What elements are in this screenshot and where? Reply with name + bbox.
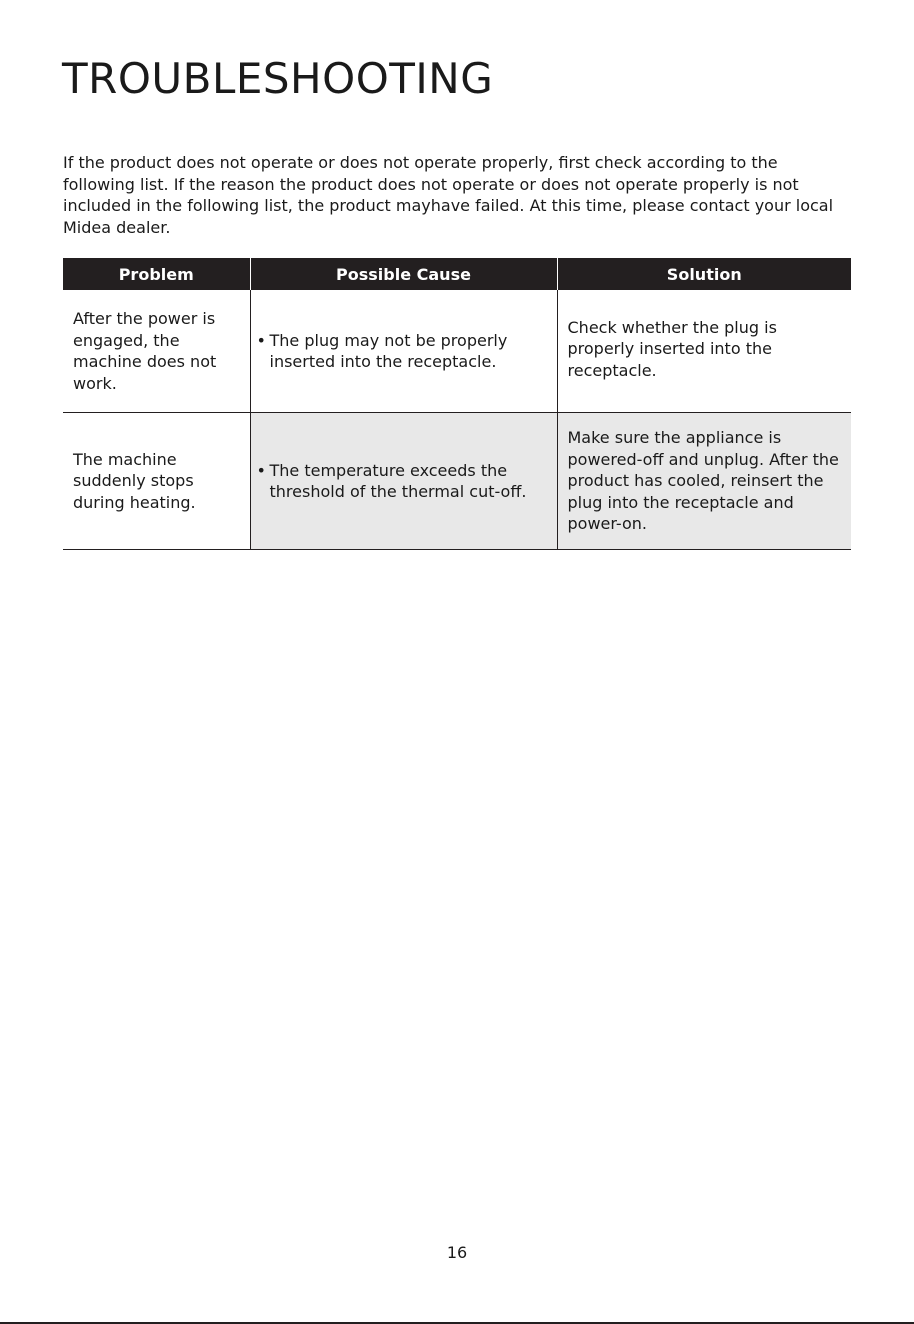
page-title: TROUBLESHOOTING	[62, 54, 494, 103]
table-row	[63, 290, 851, 413]
cause-bullet-item	[257, 330, 549, 373]
troubleshooting-table	[63, 258, 851, 550]
header-possible-cause: Possible Cause	[250, 258, 557, 290]
cause-text: The temperature exceeds the threshold of the thermal cut-off.	[269, 460, 527, 501]
solution-cell: Check whether the plug is properly inserted into the receptacle.	[557, 290, 851, 413]
header-problem: Problem	[63, 258, 250, 290]
problem-cell: The machine suddenly stops during heating.	[63, 413, 250, 550]
header-row	[63, 258, 851, 290]
page-number: 16	[446, 1243, 468, 1262]
table-header	[63, 258, 851, 290]
table-body	[63, 290, 851, 550]
header-solution: Solution	[557, 258, 851, 290]
problem-cell: After the power is engaged, the machine does not work.	[63, 290, 250, 413]
cause-cell	[250, 413, 557, 550]
intro-paragraph: If the product does not operate or does not operate properly, first check according to the following list. If the reason the product does not operate or does not operate properly is not included in the following list, the product mayhave failed. At this time, please contact your local Midea dealer.	[63, 153, 834, 237]
cause-bullet-item	[257, 460, 549, 503]
cause-cell	[250, 290, 557, 413]
bullet-icon: •	[256, 460, 266, 480]
solution-cell: Make sure the appliance is powered-off and unplug. After the product has cooled, reinsert the plug into the receptacle and power-on.	[557, 413, 851, 550]
bullet-icon: •	[256, 330, 266, 350]
table-row	[63, 413, 851, 550]
cause-text: The plug may not be properly inserted into the receptacle.	[269, 330, 508, 371]
